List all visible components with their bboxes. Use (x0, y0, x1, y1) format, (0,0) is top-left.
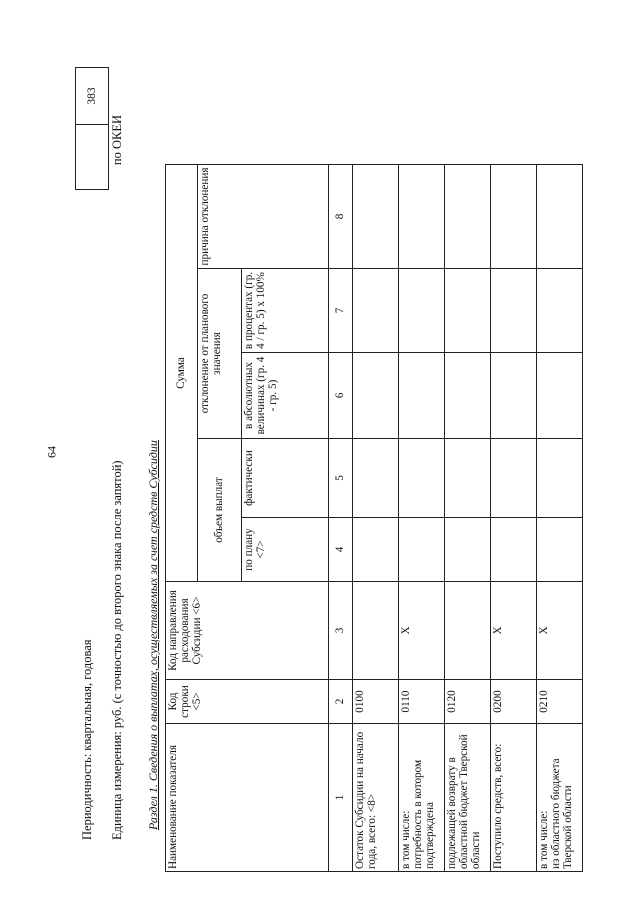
cell-actual[interactable] (399, 439, 445, 518)
column-number: 3 (329, 582, 353, 680)
column-number: 1 (329, 724, 353, 872)
okei-code: 383 (76, 68, 109, 125)
cell-abs[interactable] (491, 353, 537, 439)
column-number: 7 (329, 269, 353, 353)
table-row (491, 164, 537, 871)
column-number: 8 (329, 164, 353, 268)
cell-pct[interactable] (445, 269, 491, 353)
cell-plan[interactable] (537, 518, 583, 582)
periodicity-text: Периодичность: квартальная, годовая (80, 639, 94, 840)
column-number: 6 (329, 353, 353, 439)
row-code: 0210 (537, 680, 583, 724)
header-name: Наименование показателя (166, 724, 329, 872)
column-number: 4 (329, 518, 353, 582)
column-number-row (329, 164, 353, 871)
okei-blank-cell (76, 125, 109, 190)
row-name: Поступило средств, всего: (491, 724, 537, 872)
row-name: подлежащей возврату в областной бюджет Тверской области (445, 724, 491, 872)
cell-actual[interactable] (445, 439, 491, 518)
column-number: 2 (329, 680, 353, 724)
cell-reason[interactable] (445, 164, 491, 268)
cell-actual[interactable] (537, 439, 583, 518)
cell-plan[interactable] (399, 518, 445, 582)
cell-pct[interactable] (353, 269, 399, 353)
column-number: 5 (329, 439, 353, 518)
cell-pct[interactable] (399, 269, 445, 353)
header-sum: Сумма (166, 164, 198, 581)
row-code: 0120 (445, 680, 491, 724)
cell-actual[interactable] (491, 439, 537, 518)
table-row (399, 164, 445, 871)
okei-box (75, 67, 109, 190)
cell-reason[interactable] (537, 164, 583, 268)
row-code: 0100 (353, 680, 399, 724)
row-direction: X (537, 582, 583, 680)
cell-abs[interactable] (399, 353, 445, 439)
header-line-code: Код строки <5> (166, 680, 329, 724)
cell-abs[interactable] (353, 353, 399, 439)
table-row (445, 164, 491, 871)
header-reason: причина отклонения (198, 164, 329, 268)
page-number: 64 (44, 446, 59, 458)
row-name: в том числе: из областного бюджета Тверской области (537, 724, 583, 872)
table-row (537, 164, 583, 871)
okei-label: по ОКЕИ (110, 115, 124, 166)
cell-plan[interactable] (491, 518, 537, 582)
row-name: Остаток Субсидии на начало года, всего: <8> (353, 724, 399, 872)
cell-abs[interactable] (445, 353, 491, 439)
header-plan: по плану <7> (242, 518, 329, 582)
row-direction (445, 582, 491, 680)
header-abs: в абсолютных величинах (гр. 4 - гр. 5) (242, 353, 329, 439)
cell-abs[interactable] (537, 353, 583, 439)
cell-actual[interactable] (353, 439, 399, 518)
row-direction: X (491, 582, 537, 680)
header-volume: объем выплат (198, 439, 242, 582)
header-deviation: отклонение от планового значения (198, 269, 242, 439)
header-pct: в процентах (гр. 4 / гр. 5) x 100% (242, 269, 329, 353)
row-code: 0200 (491, 680, 537, 724)
row-direction: X (399, 582, 445, 680)
cell-reason[interactable] (353, 164, 399, 268)
row-name: в том числе: потребность в котором подтверждена (399, 724, 445, 872)
header-direction-code: Код направления расходования Субсидии <6> (166, 582, 329, 680)
unit-text: Единица измерения: руб. (с точностью до второго знака после запятой) (110, 460, 124, 840)
cell-pct[interactable] (537, 269, 583, 353)
header-actual: фактически (242, 439, 329, 518)
payments-table (165, 164, 583, 872)
section-title: Раздел 1. Сведения о выплатах, осуществляемых за счет средств Субсидии (146, 440, 160, 830)
cell-pct[interactable] (491, 269, 537, 353)
cell-plan[interactable] (353, 518, 399, 582)
row-code: 0110 (399, 680, 445, 724)
cell-reason[interactable] (399, 164, 445, 268)
cell-reason[interactable] (491, 164, 537, 268)
row-direction (353, 582, 399, 680)
table-row (353, 164, 399, 871)
cell-plan[interactable] (445, 518, 491, 582)
